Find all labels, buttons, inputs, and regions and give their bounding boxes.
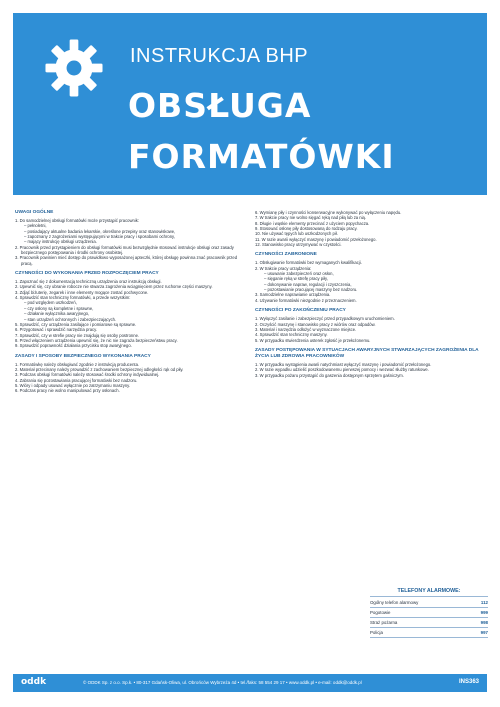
list-subitem: – pod względem uszkodzeń, [24,300,77,306]
list-item: 1. Obsługiwanie formatówki bez wymaganych kwalifikacji. [255,260,362,266]
list-subitem: – działanie wyłącznika awaryjnego, [24,311,90,317]
page-title-line1: OBSŁUGA [128,86,312,125]
footer-contact: © ODDK Sp. z o.o. Sp.k. • 80-317 Gdańsk-Oliwa, ul. Obrońców Wybrzeża 4d • tel./faks: 58 554 29 17 • www.oddk.pl • e-mail: oddk@oddk.pl [83,680,362,685]
section-heading: CZYNNOŚCI PO ZAKOŃCZENIU PRACY [255,308,346,314]
phone-label: Pogotowie [370,610,391,615]
section-heading: CZYNNOŚCI DO WYKONANIA PRZED ROZPOCZĘCIEM PRACY [15,271,159,277]
phone-label: Straż pożarna [370,620,398,625]
list-item: 4. Sprawdzić stan techniczny maszyny. [255,332,328,338]
list-item: 1. Formatówkę należy obsługiwać zgodnie z instrukcją producenta. [15,361,140,367]
list-item: 2. W trakcie pracy urządzenia: [255,265,312,271]
phone-number: 998 [480,620,488,625]
list-item: 1. W przypadku wystąpienia awarii natychmiast wyłączyć maszynę i powiadomić przełożonego. [255,361,432,367]
list-item: 2. Pracownik przed przystąpieniem do obsługi formatówki musi bezwzględnie stosować instrukcje obsługi oraz zasady bezpiecznego postępowania i środki ochrony osobistej. [15,244,234,256]
page-title-line2: FORMATÓWKI [128,137,395,176]
list-item: 11. W razie awarii wyłączyć maszynę i powiadomić przełożonego. [255,236,377,242]
list-subitem: – stan urządzeń ochronnych i zabezpieczających. [24,316,117,322]
phone-row [370,608,488,618]
list-item: 4. Używanie formatówki niezgodnie z przeznaczeniem. [255,297,357,303]
list-subitem: – mający instrukcję obsługi urządzenia. [24,239,97,245]
list-subitem: – sięganie ręką w strefę pracy piły, [264,276,328,282]
list-subitem: – dokonywanie napraw, regulacji i czyszczenia, [264,281,352,287]
section-heading: UWAGI OGÓLNE [15,210,54,215]
phone-row [370,628,488,638]
list-item: 2. W razie wypadku udzielić poszkodowanemu pierwszej pomocy i wezwać służby ratunkowe. [255,367,429,373]
phone-row [370,598,488,608]
list-item: 6. Przygotować i sprawdzić narzędzia pracy. [15,327,98,333]
list-subitem: – pozostawianie pracującej maszyny bez nadzoru. [264,287,358,293]
header-banner [13,13,487,195]
document-kicker: INSTRUKCJA BHP [130,45,309,67]
list-item: 3. W przypadku pożaru przystąpić do gaszenia dostępnym sprzętem gaśniczym. [255,372,404,378]
section-heading: CZYNNOŚCI ZABRONIONE [255,252,317,258]
list-subitem: – usuwanie zabezpieczeń oraz osłon, [264,271,334,277]
emergency-phones-box [370,588,488,638]
list-item: 1. Zapoznać się z dokumentacją techniczną urządzenia oraz instrukcją obsługi. [15,279,162,285]
phone-number: 997 [480,630,488,635]
section-heading: ZASADY I SPOSOBY BEZPIECZNEGO WYKONANIA PRACY [15,353,151,359]
list-item: 3. Samodzielne naprawianie urządzenia. [255,292,331,298]
list-item: 2. Oczyścić maszynę i stanowisko pracy z wiórów oraz odpadów. [255,321,376,327]
gear-icon [43,37,105,99]
document-code: INS363 [458,679,479,685]
list-item: 3. Pracownik powinien mieć dostęp do prawidłowo wyposażonej apteczki, której obsługę powinna znać pracownik przed pracą. [15,255,238,266]
phone-label: Policja [370,630,383,635]
list-item: 6. Podczas pracy nie wolno manipulować przy osłonach. [15,388,120,394]
list-item: 3. Zdjąć biżuterię, zegarek i inne elementy mogące zostać pochwycone. [15,289,149,295]
list-item: 1. Wyłączyć zasilanie i zabezpieczyć przed przypadkowym uruchomieniem. [255,316,395,322]
list-item: 6. Wymianę piły i czynności konserwacyjne wykonywać po wyłączeniu napędu. [255,210,402,215]
list-item: 4. Zabrania się pozostawiania pracującej formatówki bez nadzoru. [15,377,138,383]
phone-row [370,618,488,628]
list-item: 9. Sprawdzić poprawność działania przycisku stop awaryjnego. [15,343,132,349]
section-heading: ZASADY POSTĘPOWANIA W SYTUACJACH AWARYJNYCH STWARZAJĄCYCH ZAGROŻENIA DLA ŻYCIA LUB ZDROWIA PRACOWNIKÓW [255,347,479,359]
list-item: 2. Materiał przecinany należy prowadzić z zachowaniem bezpiecznej odległości rąk od piły. [15,366,184,372]
list-item: 8. Przed włączeniem urządzenia upewnić się, że nic nie zagraża bezpieczeństwu pracy. [15,337,178,343]
list-item: 7. Sprawdzić, czy w strefie pracy nie znajdują się osoby postronne. [15,332,140,338]
list-subitem: – pełnoletni, [24,223,47,229]
oddk-logo: oddk [21,677,47,687]
list-subitem: – posiadający aktualne badania lekarskie, określone przepisy oraz stanowiskowe, [24,228,176,234]
list-subitem: – czy osłony są kompletne i sprawne, [24,305,94,311]
list-item: 1. Do samodzielnej obsługi formatówki może przystąpić pracownik: [15,218,140,223]
right-column [255,210,480,378]
emergency-phones-title: TELEFONY ALARMOWE: [370,588,488,597]
list-item: 12. Stanowisko pracy utrzymywać w czystości. [255,242,342,248]
list-item: 8. Długie i wąskie elementy przecinać z użyciem popychacza. [255,220,370,226]
list-item: 3. Materiał i narzędzia odłożyć w wyznaczone miejsce. [255,326,357,332]
phone-number: 112 [480,600,488,605]
list-subitem: – zapoznany z zagrożeniami występującymi w trakcie pracy i sposobami ochrony, [24,234,175,240]
list-item: 3. Podczas obsługi formatówki należy stosować środki ochrony indywidualnej. [15,372,160,378]
footer-bar [13,674,487,692]
list-item: 10. Nie używać tępych lub uszkodzonych pił. [255,231,338,237]
list-item: 5. W przypadku stwierdzenia usterek zgłosić je przełożonemu. [255,337,371,343]
left-column [15,210,240,394]
list-item: 5. Sprawdzić, czy urządzenia zasilające i pomiarowe są sprawne. [15,321,137,327]
phone-number: 999 [480,610,488,615]
list-item: 5. Wióry i odpady usuwać wyłącznie po zatrzymaniu maszyny. [15,382,131,388]
list-item: 2. Upewnić się, czy ubranie robocze nie stwarza zagrożenia wciągnięciem przez ruchome części maszyny. [15,284,213,290]
list-item: 4. Sprawdzić stan techniczny formatówki, a przede wszystkim: [15,295,131,301]
phone-label: Ogólny telefon alarmowy [370,600,419,605]
list-item: 9. Stosować osłonę piły dostosowaną do rodzaju pracy. [255,226,358,232]
list-item: 7. W trakcie pracy nie wolno sięgać ręką nad piłą lub za nią. [255,215,367,221]
